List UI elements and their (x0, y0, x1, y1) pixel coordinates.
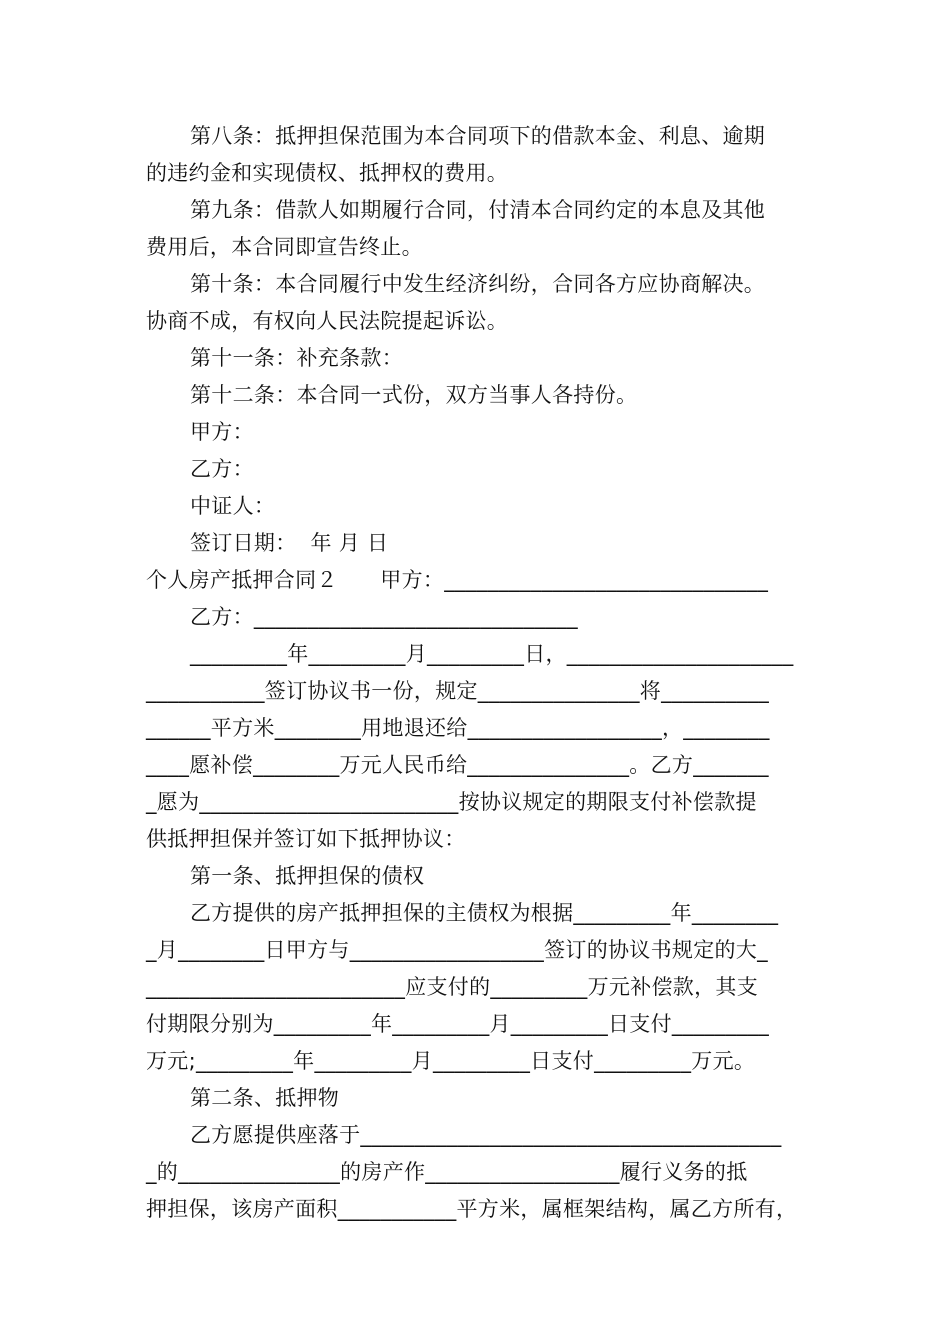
text-line: _的_______________的房产作__________________履行义务的抵 (146, 1160, 748, 1184)
text-line: ___________签订协议书一份，规定_______________将__________ (146, 679, 770, 703)
text-line: 费用后，本合同即宣告终止。 (146, 235, 423, 259)
text-line: 第十条：本合同履行中发生经济纠纷，合同各方应协商解决。 (190, 272, 766, 296)
witness-label: 中证人： (190, 494, 276, 518)
text-line: 付期限分别为_________年_________月_________日支付_________ (146, 1012, 770, 1036)
text-line: 乙方提供的房产抵押担保的主债权为根据_________年________ (190, 901, 779, 925)
text-line: 乙方愿提供座落于_______________________________________ (190, 1123, 782, 1147)
text-line: 乙方：______________________________ (190, 605, 578, 629)
text-line: 万元;_________年_________月_________日支付_________万元。 (146, 1049, 756, 1073)
text-line: _愿为________________________按协议规定的期限支付补偿款提 (146, 790, 757, 814)
section-heading: 第一条、抵押担保的债权 (190, 864, 425, 888)
sign-date-label: 签订日期： 年 月 日 (190, 531, 389, 555)
document-title-line: 个人房产抵押合同２ 甲方：______________________________ (146, 568, 769, 592)
text-line: ______平方米________用地退还给__________________，________ (146, 716, 770, 740)
text-line: ____愿补偿________万元人民币给_______________。乙方_______ (146, 753, 769, 777)
text-line: 第十一条：补充条款： (190, 346, 403, 370)
text-line: 第十二条：本合同一式份，双方当事人各持份。 (190, 383, 638, 407)
text-line: 供抵押担保并签订如下抵押协议： (146, 827, 466, 851)
text-line: _月________日甲方与__________________签订的协议书规定的大_ (146, 938, 768, 962)
section-heading: 第二条、抵押物 (190, 1086, 340, 1110)
text-line: 押担保，该房产面积___________平方米，属框架结构，属乙方所有， (146, 1197, 798, 1221)
text-line: ________________________应支付的_________万元补偿款，其支 (146, 975, 758, 999)
party-a-label: 甲方： (190, 420, 254, 444)
text-line: 第八条：抵押担保范围为本合同项下的借款本金、利息、逾期 (190, 124, 766, 148)
text-line: 协商不成，有权向人民法院提起诉讼。 (146, 309, 509, 333)
text-line: 的违约金和实现债权、抵押权的费用。 (146, 161, 509, 185)
text-line: _________年_________月_________日，_____________________ (190, 642, 794, 666)
text-line: 第九条：借款人如期履行合同，付清本合同约定的本息及其他 (190, 198, 766, 222)
party-b-label: 乙方： (190, 457, 254, 481)
